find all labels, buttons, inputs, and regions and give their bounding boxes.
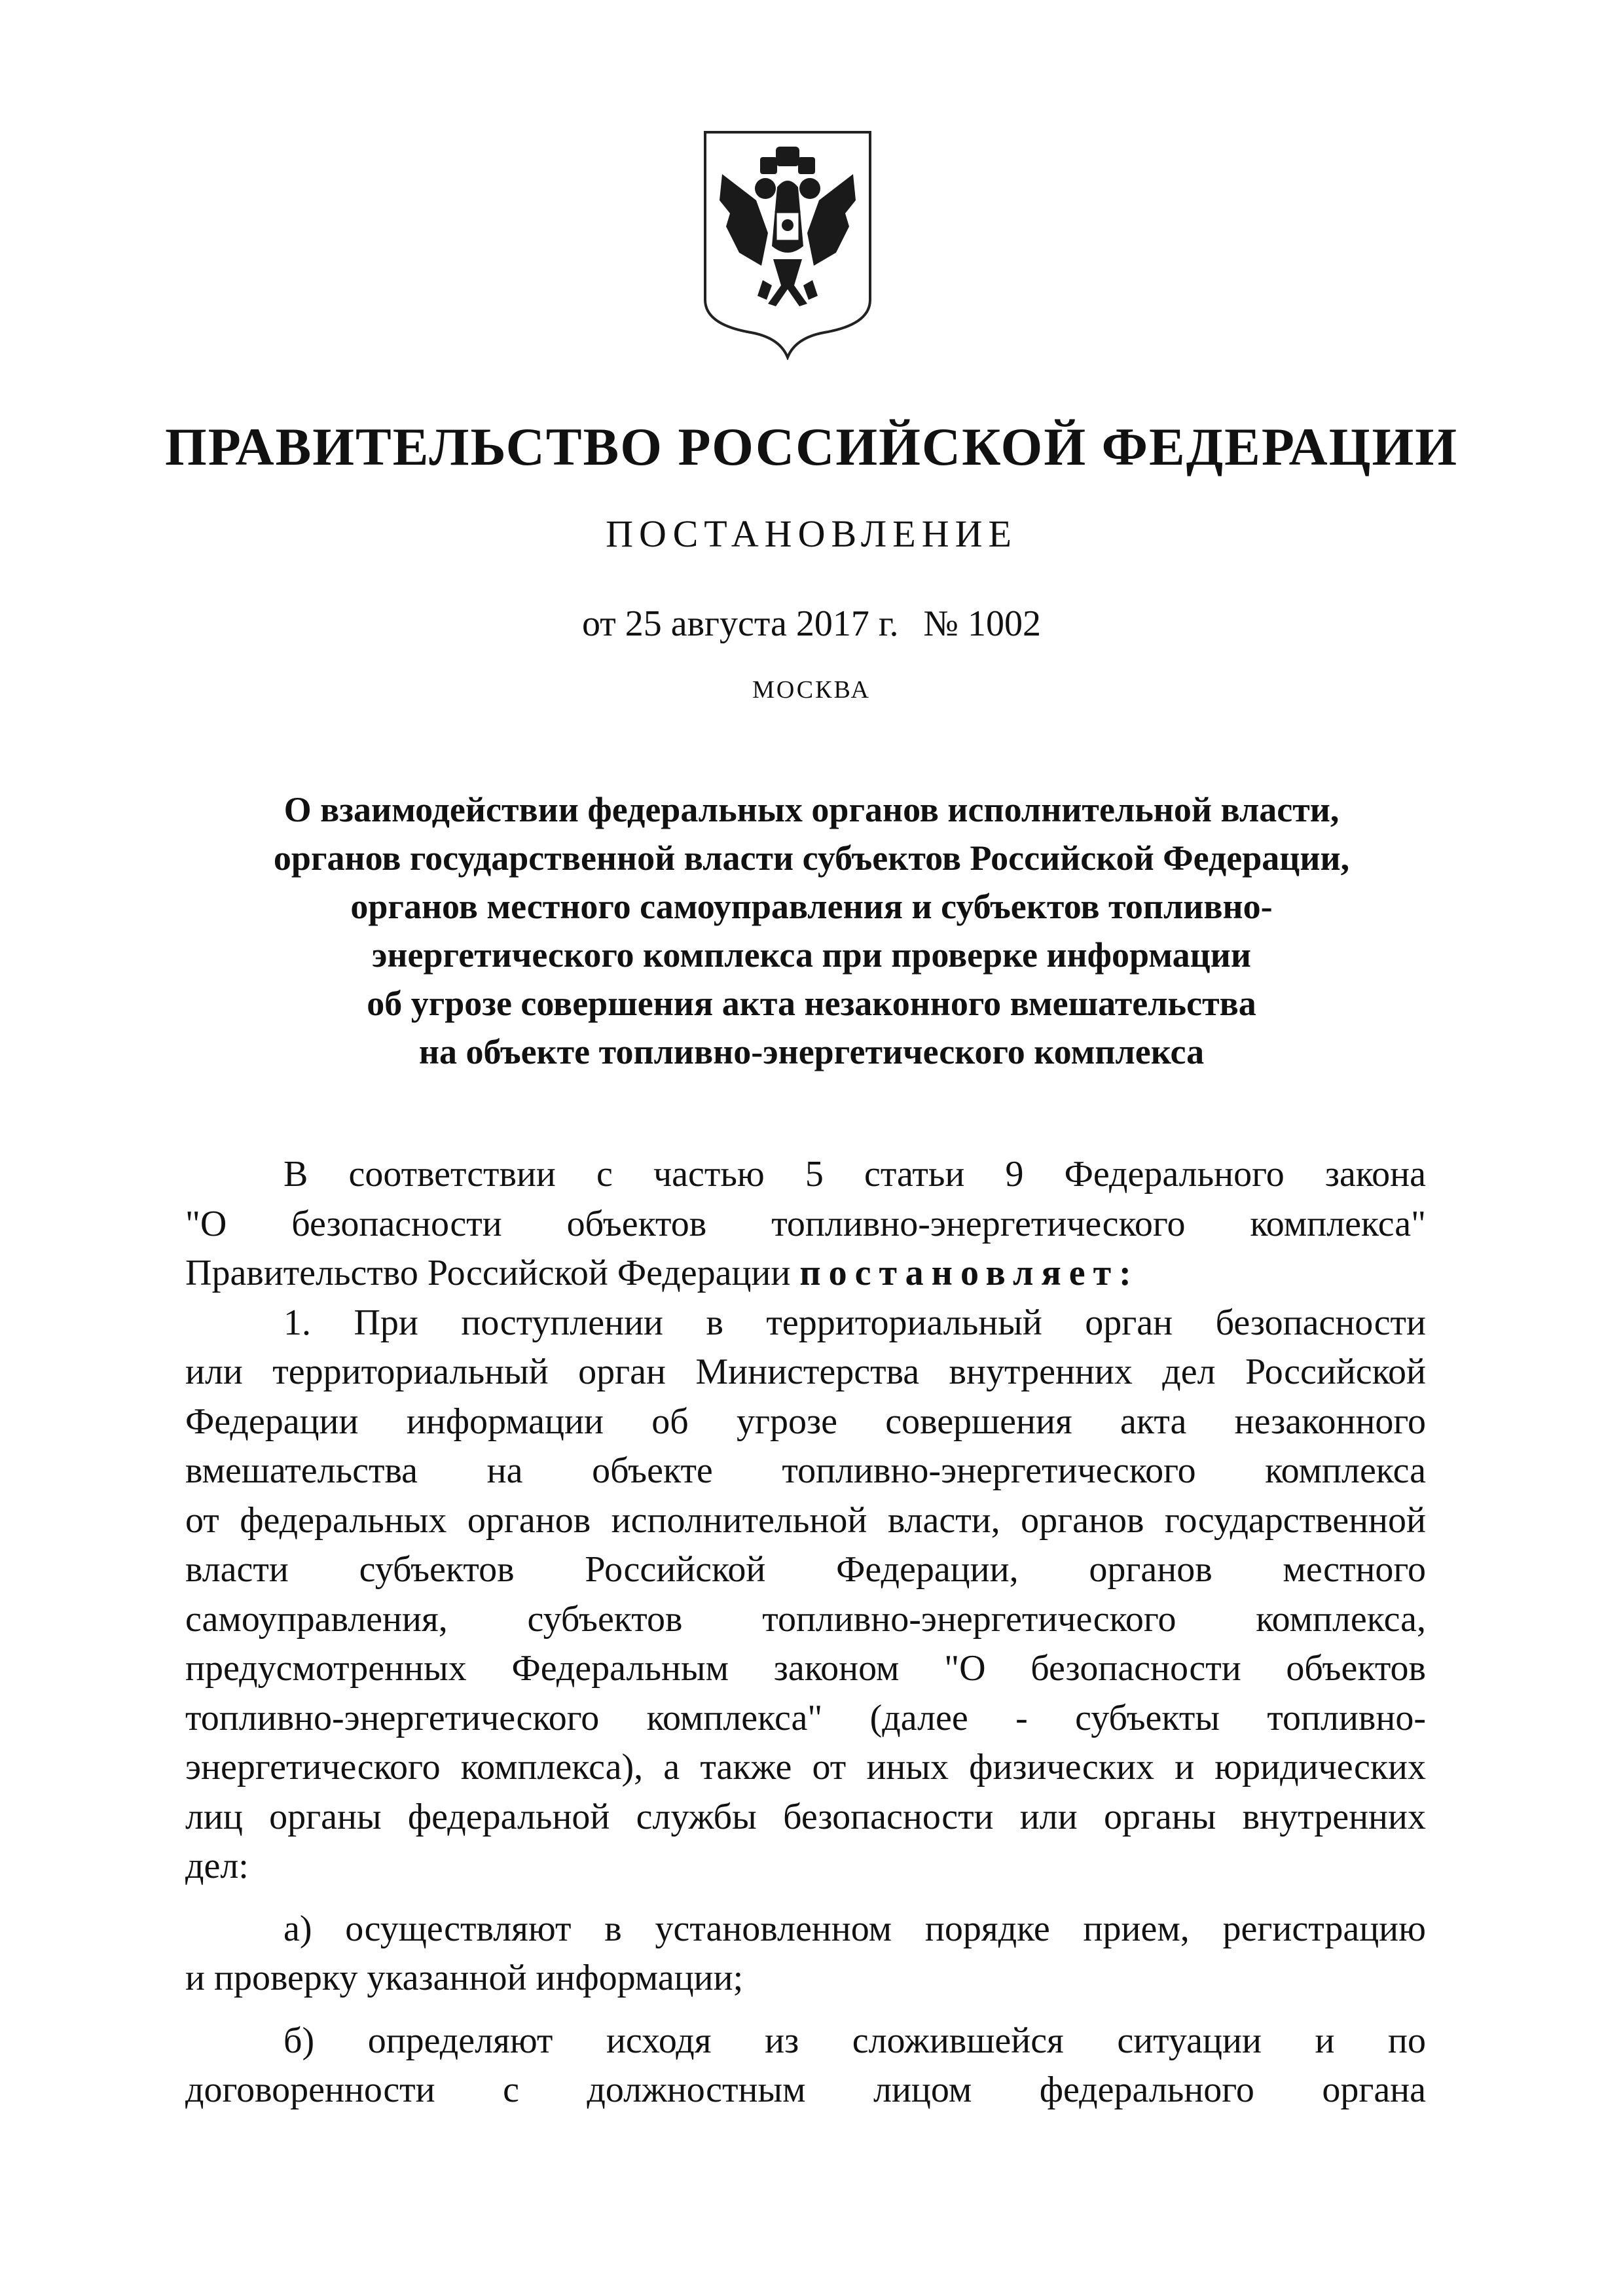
text-line: энергетического комплекса), а также от иных физических и юридических <box>185 1747 1426 1787</box>
text-line: самоуправления, субъектов топливно-энергетического комплекса, <box>185 1598 1426 1640</box>
text-line <box>185 1249 1426 1299</box>
preamble-paragraph <box>185 1150 1426 1299</box>
text-line: 1. При поступлении в территориальный орган безопасности <box>283 1302 1426 1343</box>
coat-of-arms-emblem <box>700 128 875 360</box>
document-title <box>0 785 1623 1076</box>
title-line: органов местного самоуправления и субъектов топливно- <box>350 887 1273 926</box>
text-line: предусмотренных Федеральным законом "О безопасности объектов <box>185 1648 1426 1689</box>
russian-coat-of-arms-icon <box>700 128 875 360</box>
text-line: дел: <box>185 1846 249 1886</box>
document-body <box>185 1150 1426 2115</box>
text-line: договоренности с должностным лицом федерального органа <box>185 2070 1426 2110</box>
city: МОСКВА <box>752 676 871 704</box>
text-line: вмешательства на объекте топливно-энергетического комплекса <box>185 1450 1426 1491</box>
document-date: от 25 августа 2017 г. <box>582 603 899 644</box>
preamble-subject: Правительство Российской Федерации <box>185 1253 800 1293</box>
title-line: об угрозе совершения акта незаконного вмешательства <box>367 984 1256 1023</box>
text-line: и проверку указанной информации; <box>185 1958 744 1998</box>
text-line: от федеральных органов исполнительной власти, органов государственной <box>185 1499 1426 1541</box>
text-line: лиц органы федеральной службы безопасности или органы внутренних <box>185 1796 1426 1837</box>
text-line: топливно-энергетического комплекса" (далее - субъекты топливно- <box>185 1697 1426 1738</box>
subparagraph-a <box>185 1905 1426 2003</box>
text-line: а) осуществляют в установленном порядке прием, регистрацию <box>283 1908 1426 1949</box>
title-line: органов государственной власти субъектов Российской Федерации, <box>273 838 1350 878</box>
text-line: В соответствии с частью 5 статьи 9 Федерального закона <box>283 1154 1426 1194</box>
title-line: энергетического комплекса при проверке информации <box>372 935 1251 975</box>
organization-name: ПРАВИТЕЛЬСТВО РОССИЙСКОЙ ФЕДЕРАЦИИ <box>164 417 1459 476</box>
title-line: на объекте топливно-энергетического комплекса <box>418 1032 1205 1071</box>
paragraph-1 <box>185 1299 1426 1892</box>
title-line: О взаимодействии федеральных органов исполнительной власти, <box>283 790 1340 829</box>
text-line: власти субъектов Российской Федерации, органов местного <box>185 1549 1426 1590</box>
text-line: Федерации информации об угрозе совершения акта незаконного <box>185 1401 1426 1442</box>
document-number: № 1002 <box>923 603 1041 644</box>
subparagraph-b <box>185 2017 1426 2115</box>
text-line: "О безопасности объектов топливно-энергетического комплекса" <box>185 1203 1426 1244</box>
document-type: ПОСТАНОВЛЕНИЕ <box>606 512 1017 555</box>
text-line: или территориальный орган Министерства внутренних дел Российской <box>185 1352 1426 1392</box>
date-line <box>0 603 1623 645</box>
text-line: б) определяют исходя из сложившейся ситуации и по <box>283 2020 1426 2061</box>
resolves-word: постановляет: <box>799 1253 1139 1293</box>
